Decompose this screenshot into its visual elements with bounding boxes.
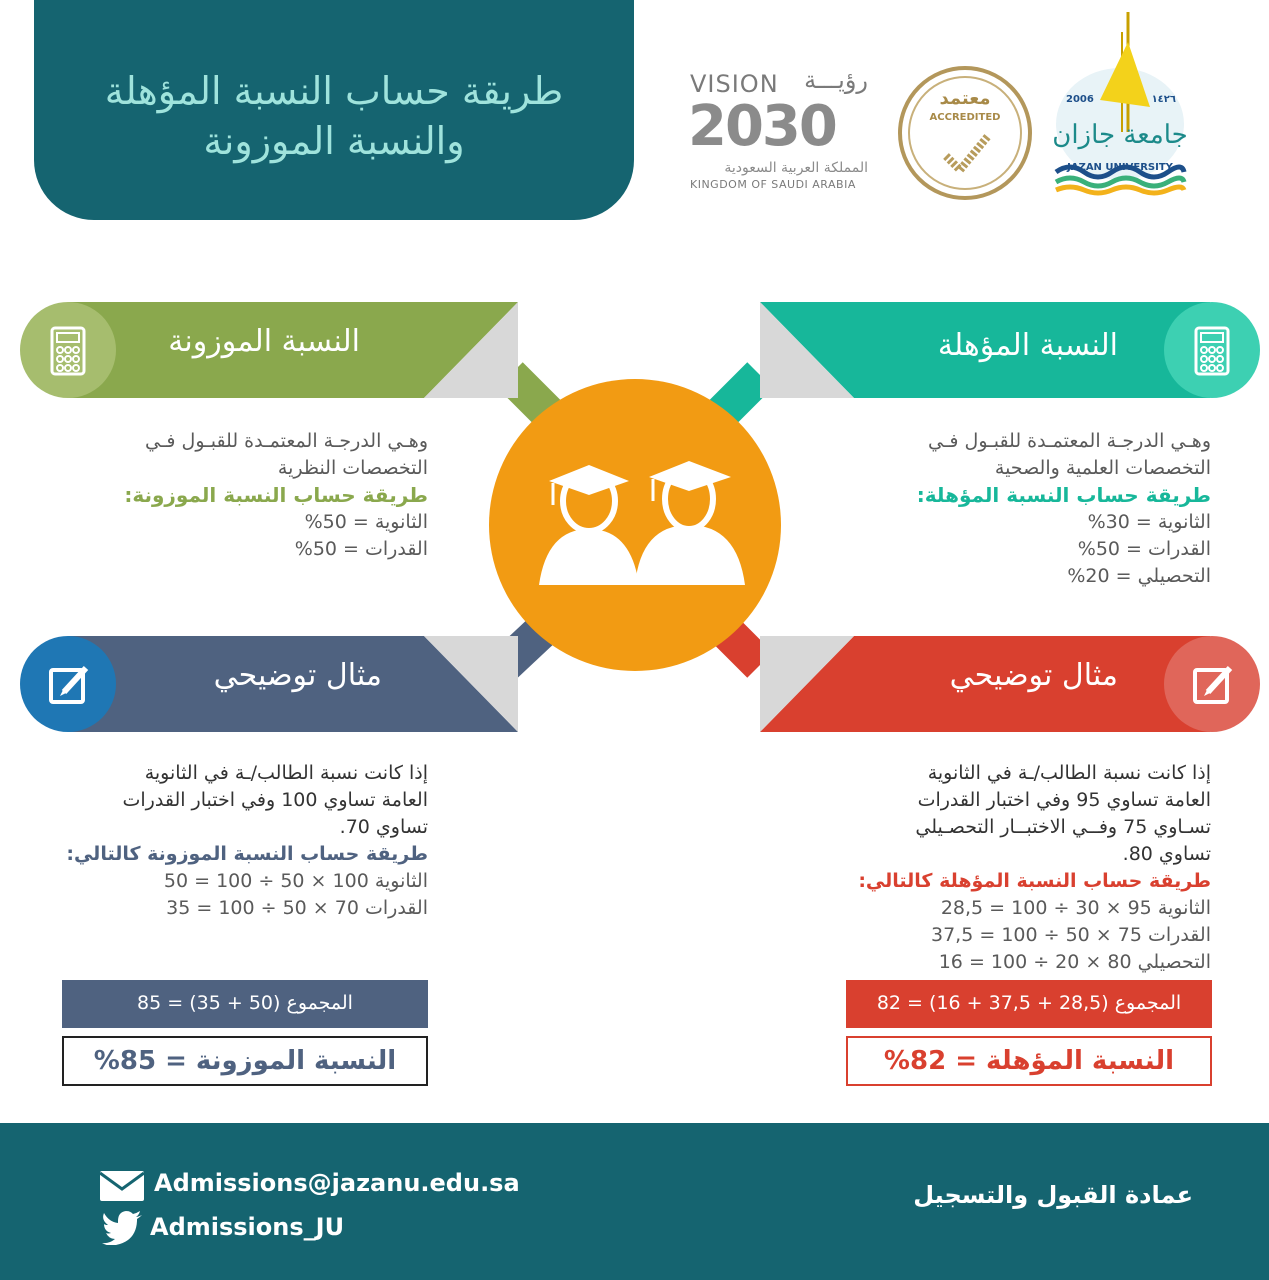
qualifying-method-title: طريقة حساب النسبة المؤهلة: [916,483,1211,507]
banner-qualifying [860,306,1160,402]
example-line: تساوي 70. [339,816,428,838]
weighted-description [60,428,428,563]
banner-weighted [120,302,420,398]
banner-example-weighted-label: مثال توضيحي [213,658,382,693]
example-line: تسـاوي 75 وفــي الاختبــار التحصـيلي [915,816,1211,838]
calculator-icon [1164,302,1260,398]
vision-ar: رؤيـــة [804,66,868,94]
footer-email-link[interactable]: Admissions@jazanu.edu.sa [154,1169,520,1197]
footer [0,1123,1269,1280]
weighted-sum-box: المجموع (50 + 35) = 85 [62,980,428,1028]
example-weighted-text [60,760,428,922]
edit-icon-qualifying [1164,636,1260,732]
center-circle [489,379,781,671]
calculator-icon-qualifying [1164,302,1260,398]
weighted-method-title: طريقة حساب النسبة الموزونة: [124,483,428,507]
calc-row: الثانوية 100 × 50 ÷ 100 = 50 [163,870,428,892]
weighted-row: القدرات = 50% [294,538,428,560]
jazan-name-en: JAZAN UNIVERSITY [1067,162,1173,173]
example-line: إذا كانت نسبة الطالب/ـة في الثانوية [927,762,1211,784]
weighted-desc-line-1: وهـي الدرجـة المعتمـدة للقبـول فـي [145,430,428,452]
qualifying-row: التحصيلي = 20% [1067,565,1211,587]
qualifying-row: الثانوية = 30% [1087,511,1211,533]
calculator-icon [20,302,116,398]
example-qualifying-text [831,760,1211,976]
example-qualifying-method-title: طريقة حساب النسبة المؤهلة كالتالي: [858,870,1211,892]
footer-dean-name: عمادة القبول والتسجيل [913,1181,1193,1209]
banner-weighted-label: النسبة الموزونة [168,324,360,359]
example-line: تساوي 80. [1122,843,1211,865]
example-line: العامة تساوي 95 وفي اختبار القدرات [917,789,1211,811]
banner-example-qualifying-label: مثال توضيحي [949,658,1118,693]
qualifying-row: القدرات = 50% [1077,538,1211,560]
qualifying-description [831,428,1211,590]
mail-icon [100,1171,144,1201]
calc-row: التحصيلي 80 × 20 ÷ 100 = 16 [938,951,1211,973]
banner-example-weighted [120,636,420,732]
graduates-icon [489,379,781,671]
calc-row: الثانوية 95 × 30 ÷ 100 = 28,5 [940,897,1211,919]
weighted-desc-line-2: التخصصات النظرية [277,457,428,479]
calculator-icon-weighted [20,302,116,398]
qualifying-result-box: النسبة المؤهلة = 82% [846,1036,1212,1086]
vision-kingdom-en: KINGDOM OF SAUDI ARABIA [690,178,856,191]
banner-qualifying-label: النسبة المؤهلة [937,328,1118,363]
qualifying-sum-box: المجموع (28,5 + 37,5 + 16) = 82 [846,980,1212,1028]
example-line: العامة تساوي 100 وفي اختبار القدرات [122,789,428,811]
jazan-year-ar: ١٤٢٦ [1151,94,1176,105]
qualifying-desc-line-1: وهـي الدرجـة المعتمـدة للقبـول فـي [928,430,1211,452]
title-line-1: طريقة حساب النسبة المؤهلة [104,69,564,113]
footer-twitter-link[interactable]: Admissions_JU [150,1213,345,1241]
edit-icon-weighted [20,636,116,732]
title-line-2: والنسبة الموزونة [203,119,465,163]
accredited-en: ACCREDITED [929,112,1001,123]
accredited-ar: معتمد [939,88,991,109]
example-line: إذا كانت نسبة الطالب/ـة في الثانوية [144,762,428,784]
edit-icon [20,636,116,732]
calc-row: القدرات 70 × 50 ÷ 100 = 35 [166,897,428,919]
twitter-icon [102,1211,142,1245]
vision-number: 2030 [688,94,836,159]
example-weighted-method-title: طريقة حساب النسبة الموزونة كالتالي: [66,843,428,865]
banner-example-qualifying [860,636,1160,732]
vision-kingdom-ar: المملكة العربية السعودية [724,160,868,176]
qualifying-desc-line-2: التخصصات العلمية والصحية [994,457,1211,479]
weighted-row: الثانوية = 50% [304,511,428,533]
edit-icon [1164,636,1260,732]
calc-row: القدرات 75 × 50 ÷ 100 = 37,5 [931,924,1211,946]
jazan-year-en: 2006 [1066,94,1094,105]
vision-en: VISION [690,70,779,98]
weighted-result-box: النسبة الموزونة = 85% [62,1036,428,1086]
jazan-name-ar: جامعة جازان [1052,120,1188,150]
